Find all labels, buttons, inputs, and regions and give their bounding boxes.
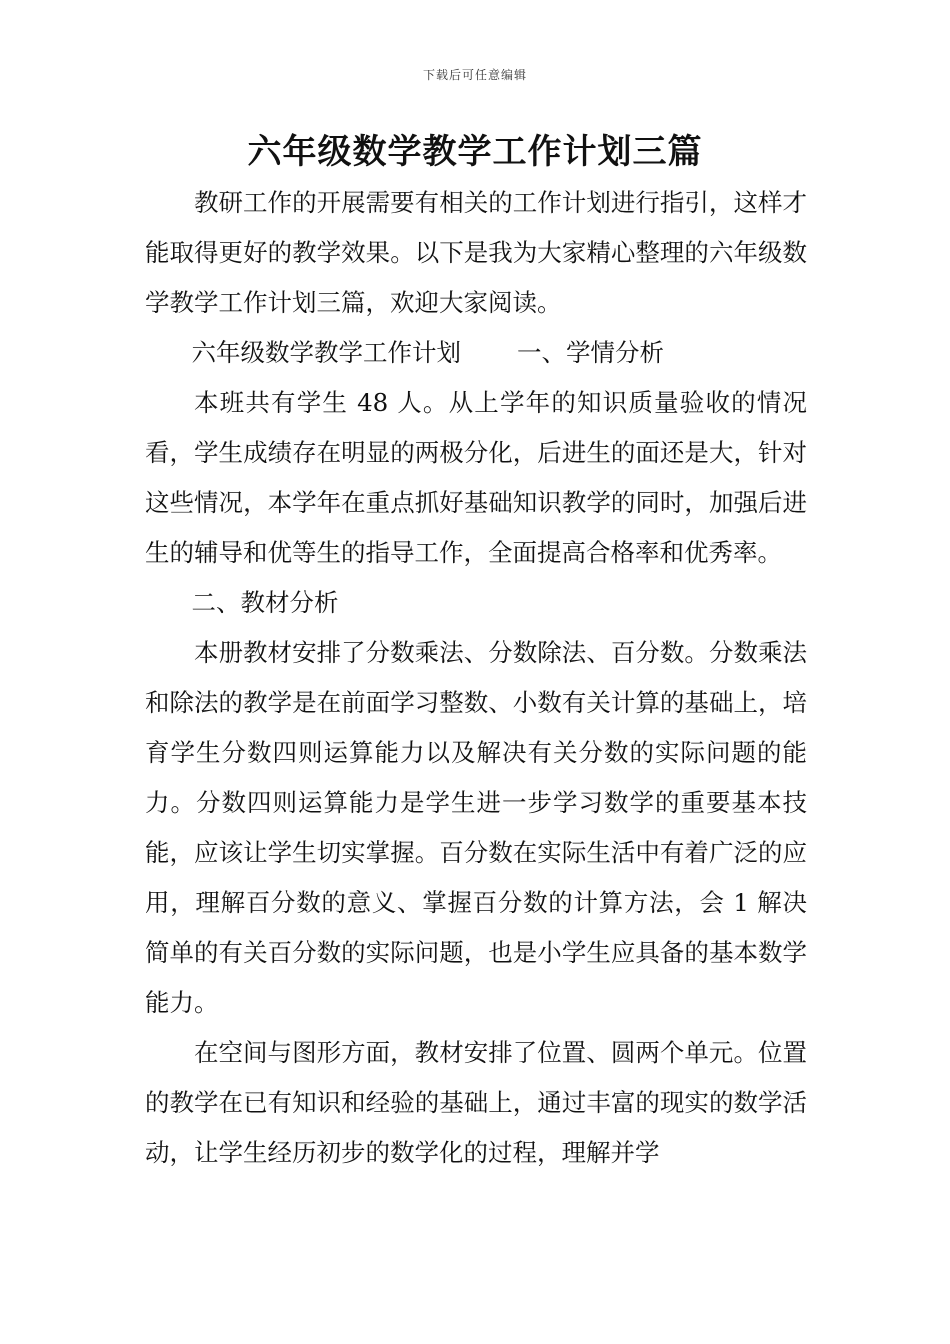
intro-paragraph: 教研工作的开展需要有相关的工作计划进行指引，这样才能取得更好的教学效果。以下是我为大家精心整理的六年级数学教学工作计划三篇，欢迎大家阅读。 <box>145 188 807 317</box>
space-graphics-paragraph: 在空间与图形方面，教材安排了位置、圆两个单元。位置的教学在已有知识和经验的基础上，通过丰富的现实的数学活动，让学生经历初步的数学化的过程，理解并学 <box>145 1038 807 1167</box>
document-body <box>145 178 807 1178</box>
section-heading-student-analysis: 一、学情分析 <box>517 338 665 367</box>
textbook-analysis-paragraph: 本册教材安排了分数乘法、分数除法、百分数。分数乘法和除法的教学是在前面学习整数、小数有关计算的基础上，培育学生分数四则运算能力以及解决有关分数的实际问题的能力。分数四则运算能力是学生进一步学习数学的重要基本技能，应该让学生切实掌握。百分数在实际生活中有着广泛的应用，理解百分数的意义、掌握百分数的计算方法，会 1 解决简单的有关百分数的实际问题，也是小学生应具备的基本数学能力。 <box>145 638 807 1017</box>
student-analysis-paragraph: 本班共有学生 48 人。从上学年的知识质量验收的情况看，学生成绩存在明显的两极分化，后进生的面还是大，针对这些情况，本学年在重点抓好基础知识教学的同时，加强后进生的辅导和优等生的指导工作，全面提高合格率和优秀率。 <box>145 388 807 567</box>
document-title: 六年级数学教学工作计划三篇 <box>247 132 703 172</box>
section-heading-line <box>145 328 807 378</box>
plan-title: 六年级数学教学工作计划 <box>191 338 462 367</box>
section-heading-textbook-analysis: 二、教材分析 <box>191 588 339 617</box>
header-note: 下载后可任意编辑 <box>422 68 527 82</box>
